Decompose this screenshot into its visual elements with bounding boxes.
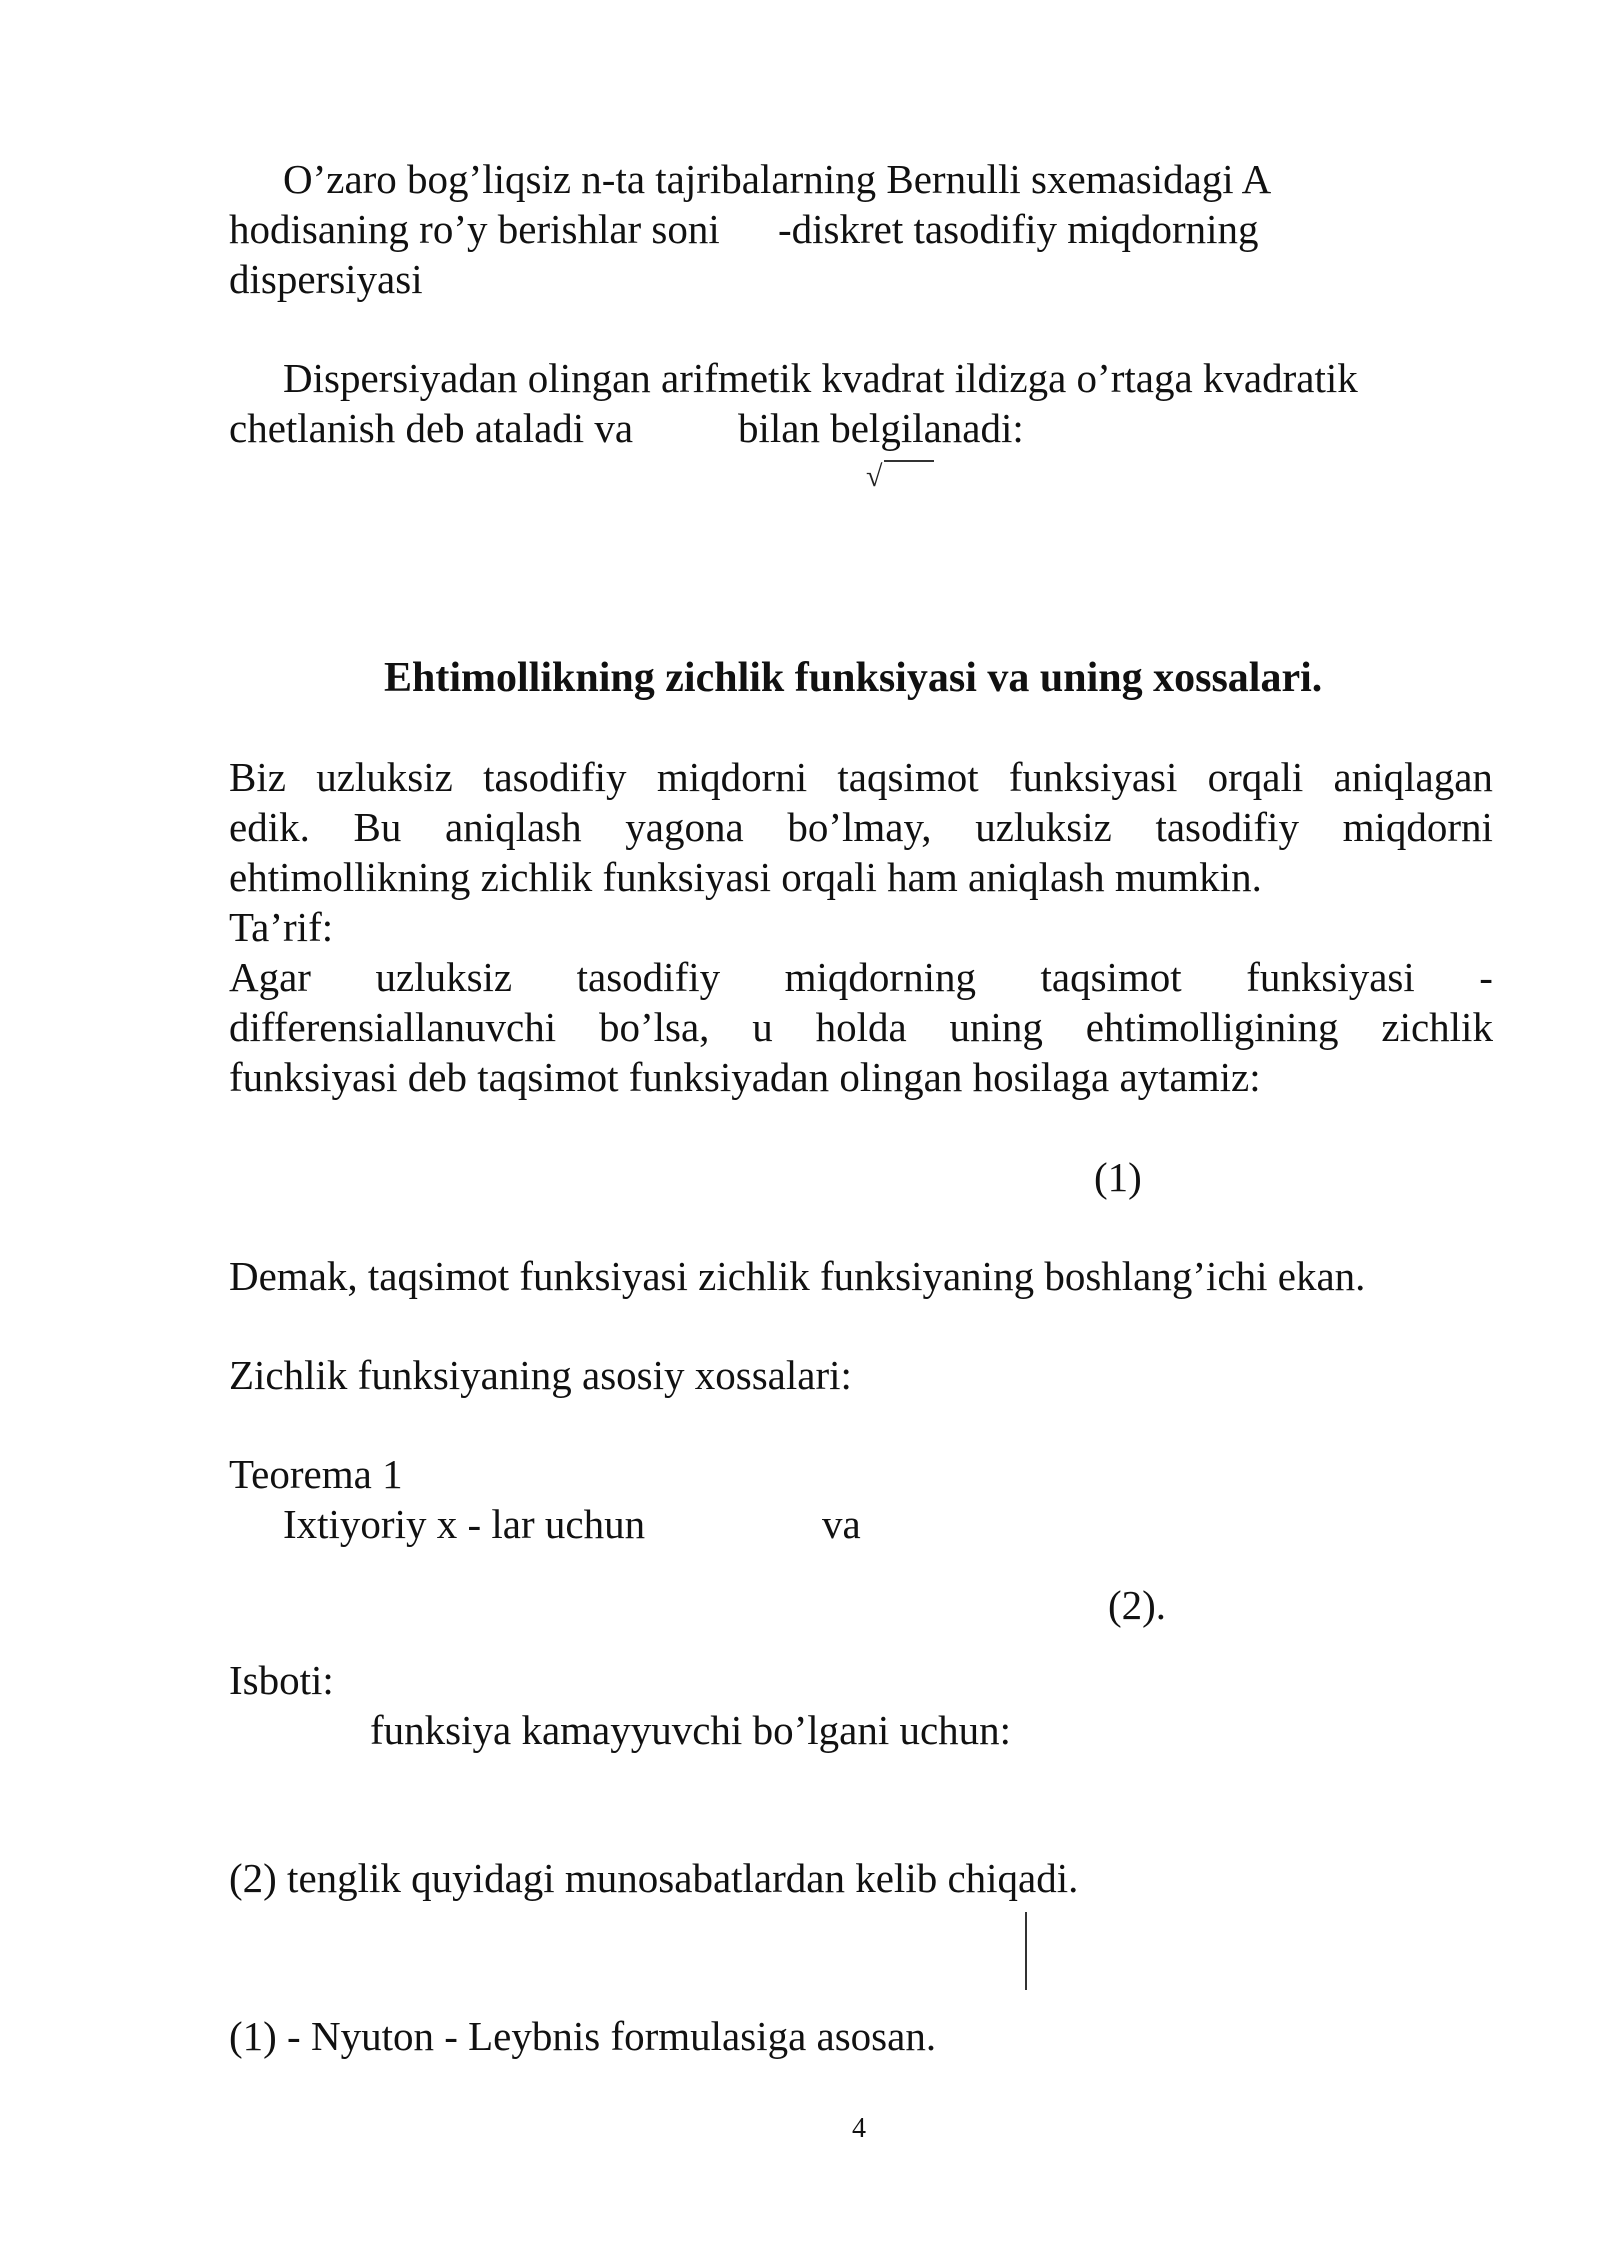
word: miqdorni — [656, 754, 808, 800]
word: - — [1479, 954, 1493, 1000]
word: ehtimolligining — [1085, 1004, 1339, 1050]
deviation-line-2b: bilan belgilanadi: — [738, 405, 1024, 451]
bernulli-line-2a: hodisaning ro’y berishlar soni — [229, 206, 720, 252]
word: tasodifiy — [576, 954, 721, 1000]
definition-line-2 — [229, 1002, 1493, 1052]
word: orqali — [1207, 754, 1304, 800]
section-heading: Ehtimollikning zichlik funksiyasi va uning xossalari. — [384, 655, 1323, 701]
definition-line-1 — [229, 952, 1493, 1002]
equation-1-number: (1) — [1094, 1154, 1142, 1200]
theorem-title: Teorema 1 — [229, 1451, 403, 1497]
word: miqdorni — [1342, 804, 1493, 850]
word: uzluksiz — [316, 754, 453, 800]
intro-line-1 — [229, 752, 1493, 802]
word: funksiyasi — [1246, 954, 1415, 1000]
word: bo’lsa, — [598, 1004, 710, 1050]
word: taqsimot — [837, 754, 979, 800]
proof-line-3: (1) - Nyuton - Leybnis formulasiga asosan. — [229, 2013, 937, 2059]
word: Bu — [353, 804, 402, 850]
proof-line-1: funksiya kamayyuvchi bo’lgani uchun: — [370, 1707, 1012, 1753]
word: tasodifiy — [1155, 804, 1299, 850]
definition-label: Ta’rif: — [229, 904, 334, 950]
word: uzluksiz — [375, 954, 513, 1000]
theorem-line-b: va — [822, 1501, 861, 1547]
equation-2-number: (2). — [1108, 1582, 1167, 1628]
word: uning — [949, 1004, 1043, 1050]
definition-line-3: funksiyasi deb taqsimot funksiyadan olingan hosilaga aytamiz: — [229, 1054, 1261, 1100]
formula-vertical-bar — [1025, 1912, 1027, 1990]
word: bo’lmay, — [787, 804, 932, 850]
word: holda — [815, 1004, 907, 1050]
word: uzluksiz — [975, 804, 1112, 850]
conclusion-text: Demak, taqsimot funksiyasi zichlik funksiyaning boshlang’ichi ekan. — [229, 1253, 1366, 1299]
word: miqdorning — [784, 954, 976, 1000]
word: differensiallanuvchi — [229, 1004, 557, 1050]
word: u — [752, 1004, 773, 1050]
word: aniqlash — [444, 804, 582, 850]
word: zichlik — [1381, 1004, 1493, 1050]
word: edik. — [229, 804, 310, 850]
proof-line-2: (2) tenglik quyidagi munosabatlardan kelib chiqadi. — [229, 1855, 1079, 1901]
word: Biz — [229, 754, 286, 800]
sqrt-symbol: √ — [866, 460, 883, 493]
intro-line-2 — [229, 802, 1493, 852]
deviation-line-2a: chetlanish deb ataladi va — [229, 405, 634, 451]
deviation-line-1: Dispersiyadan olingan arifmetik kvadrat ildizga o’rtaga kvadratik — [283, 355, 1358, 401]
theorem-line-a: Ixtiyoriy x - lar uchun — [283, 1501, 646, 1547]
word: taqsimot — [1040, 954, 1182, 1000]
sqrt-overbar — [884, 460, 934, 462]
word: yagona — [625, 804, 744, 850]
proof-label: Isboti: — [229, 1657, 334, 1703]
word: funksiyasi — [1008, 754, 1178, 800]
bernulli-line-1: O’zaro bog’liqsiz n-ta tajribalarning Bernulli sxemasidagi A — [283, 156, 1272, 202]
word: aniqlagan — [1333, 754, 1493, 800]
word: Agar — [229, 954, 311, 1000]
page-number: 4 — [852, 2113, 866, 2144]
properties-title: Zichlik funksiyaning asosiy xossalari: — [229, 1352, 852, 1398]
bernulli-line-3: dispersiyasi — [229, 256, 423, 302]
intro-line-3: ehtimollikning zichlik funksiyasi orqali ham aniqlash mumkin. — [229, 854, 1262, 900]
bernulli-line-2b: -diskret tasodifiy miqdorning — [778, 206, 1259, 252]
word: tasodifiy — [483, 754, 627, 800]
